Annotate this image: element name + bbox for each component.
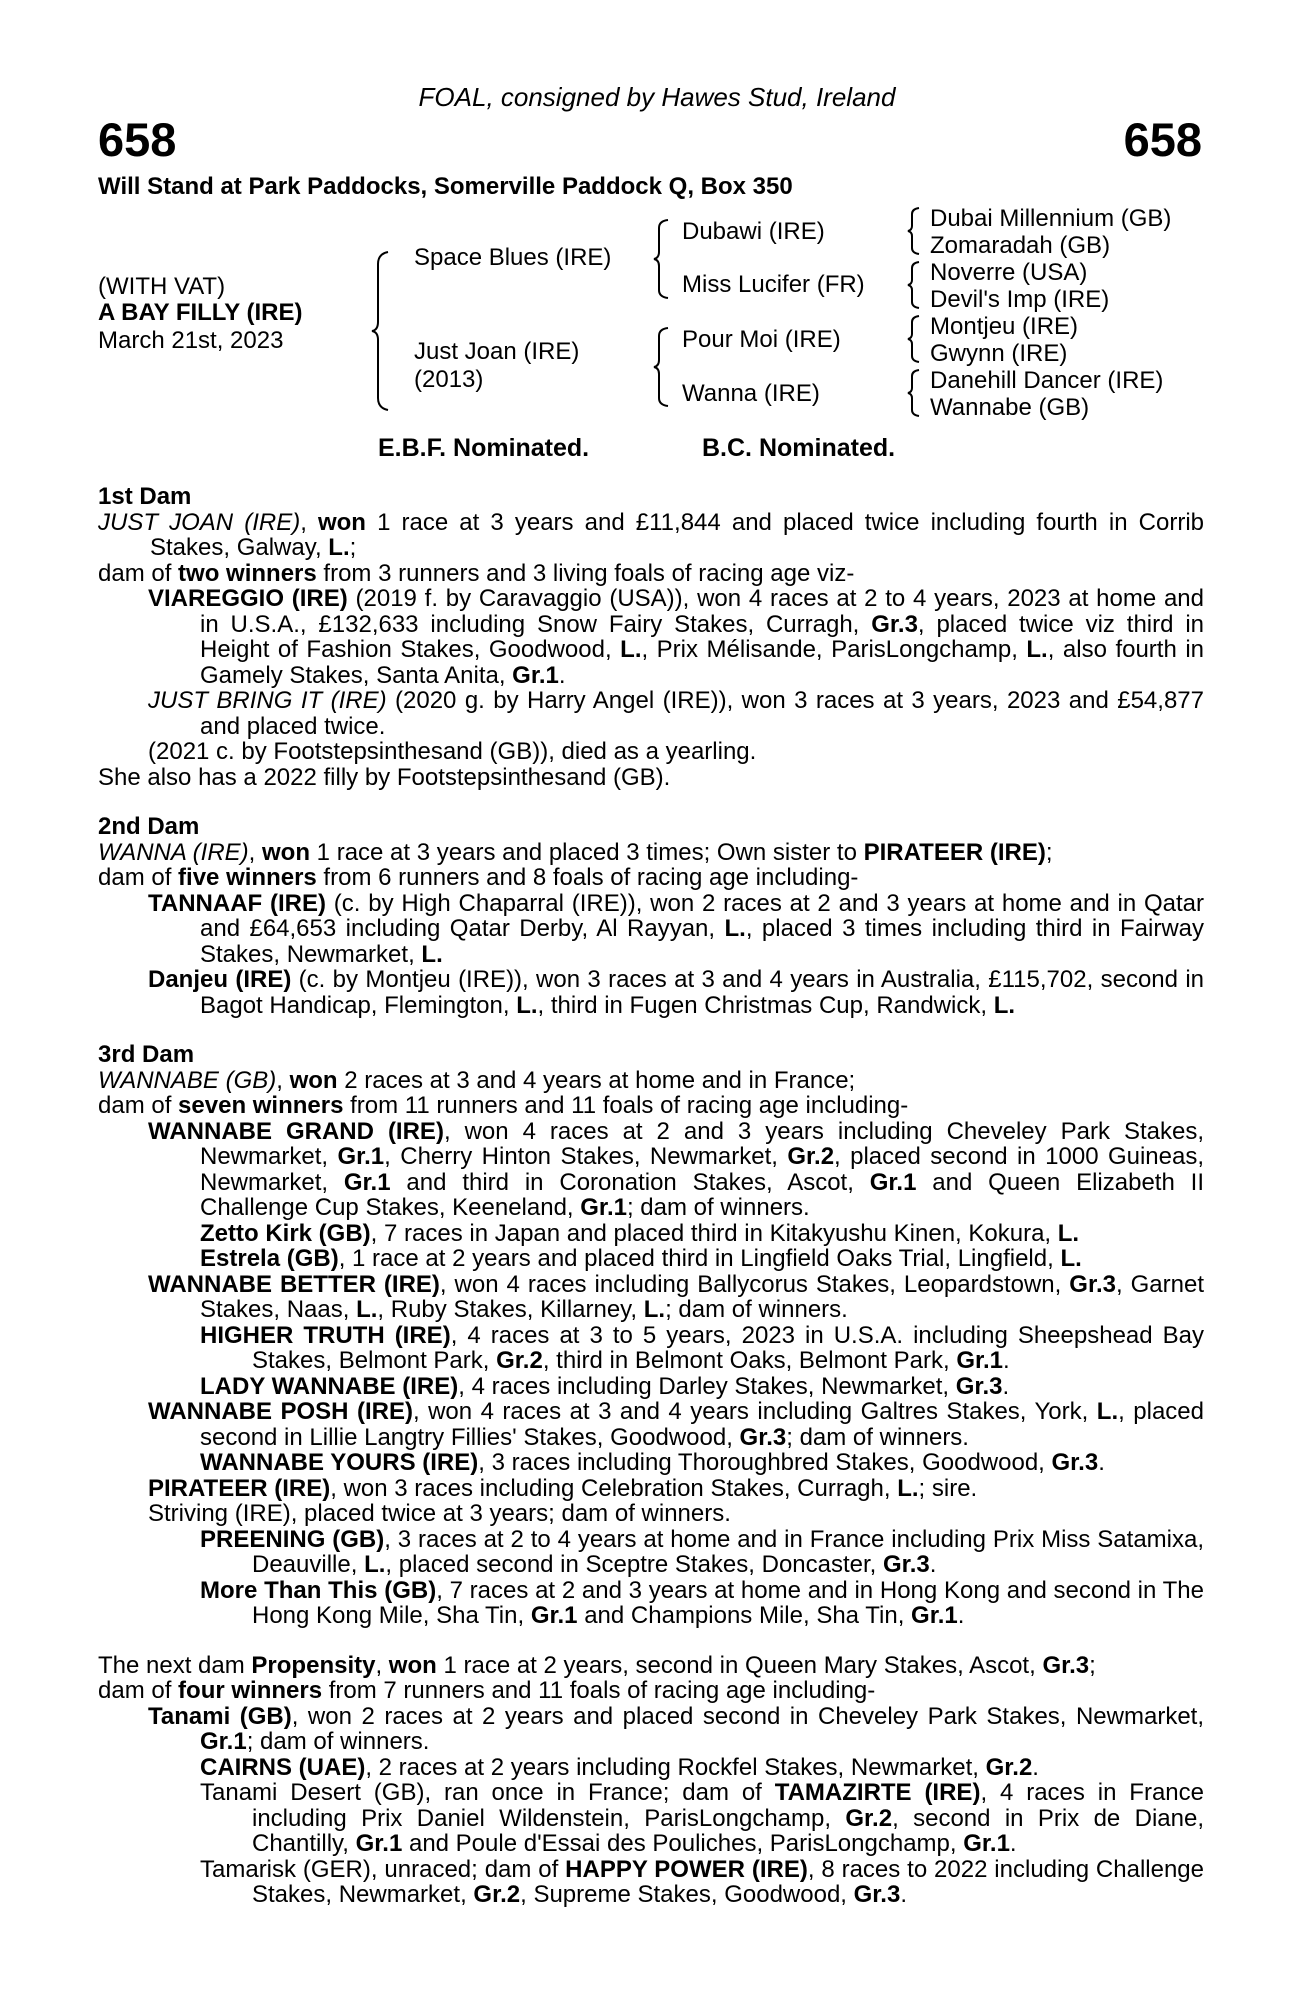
- gen4-ancestor: Wannabe (GB): [930, 394, 1090, 421]
- gen4-ancestor: Zomaradah (GB): [930, 232, 1111, 259]
- produce-wannabe-yours: WANNABE YOURS (IRE), 3 races including Thoroughbred Stakes, Goodwood, Gr.3.: [200, 1449, 1105, 1476]
- dam-sire: Pour Moi (IRE): [682, 326, 841, 353]
- produce-tannaaf: TANNAAF (IRE) (c. by High Chaparral (IRE)), won 2 races at 2 and 3 years at home and in Qatar and £64,653 including Qatar Derby, Al Rayyan, L., placed 3 times including third in Fairway Stakes, Newmarket, L.: [148, 889, 1205, 968]
- produce-wannabe-posh: WANNABE POSH (IRE), won 4 races at 3 and 4 years including Galtres Stakes, York, L., placed second in Lillie Langtry Fillies' Stakes, Goodwood, Gr.3; dam of winners.: [148, 1398, 1204, 1451]
- third-dam-summary: dam of seven winners from 11 runners and 11 foals of racing age including-: [98, 1092, 909, 1119]
- pedigree-brace-g4-2: [906, 260, 922, 310]
- produce-viareggio: VIAREGGIO (IRE) (2019 f. by Caravaggio (USA)), won 4 races at 2 to 4 years, 2023 at home and in U.S.A., £132,633 including Snow Fairy Stakes, Curragh, Gr.3, placed twice viz third in Height of Fashion Stakes, Goodwood, L., Prix Mélisande, ParisLongchamp, L., also fourth in Gamely Stakes, Santa Anita, Gr.1.: [148, 585, 1205, 689]
- gen4-ancestor: Danehill Dancer (IRE): [930, 367, 1164, 394]
- produce-danjeu: Danjeu (IRE) (c. by Montjeu (IRE)), won 3 races at 3 and 4 years in Australia, £115,702, second in Bagot Handicap, Flemington, L., third in Fugen Christmas Cup, Randwick, L.: [148, 966, 1204, 1019]
- lot-number-right: 658: [1123, 113, 1202, 166]
- vat-note: (WITH VAT): [98, 273, 226, 300]
- gen4-ancestor: Noverre (USA): [930, 259, 1088, 286]
- gen4-ancestor: Dubai Millennium (GB): [930, 205, 1172, 232]
- produce-just-bring-it: JUST BRING IT (IRE) (2020 g. by Harry Angel (IRE)), won 3 races at 3 years, 2023 and £54,877 and placed twice.: [148, 687, 1204, 740]
- dam-name: Just Joan (IRE): [414, 338, 580, 365]
- third-dam-entry: WANNABE (GB), won 2 races at 3 and 4 years at home and in France;: [98, 1066, 856, 1094]
- gen4-ancestor: Montjeu (IRE): [930, 313, 1079, 340]
- pedigree-brace-g4-4: [906, 368, 922, 418]
- pedigree-brace-g4-1: [906, 206, 922, 256]
- produce-tanami: Tanami (GB), won 2 races at 2 years and placed second in Cheveley Park Stakes, Newmarket, Gr.1; dam of winners.: [148, 1702, 1204, 1755]
- third-dam-heading: 3rd Dam: [98, 1041, 195, 1068]
- pedigree-brace-dam: [652, 326, 672, 408]
- foaling-date: March 21st, 2023: [98, 327, 284, 354]
- gen4-ancestor: Gwynn (IRE): [930, 340, 1068, 367]
- second-dam-entry: WANNA (IRE), won 1 race at 3 years and placed 3 times; Own sister to PIRATEER (IRE);: [98, 838, 1053, 866]
- next-dam-summary: dam of four winners from 7 runners and 11 foals of racing age including-: [98, 1677, 876, 1704]
- dam-dam: Wanna (IRE): [682, 380, 820, 407]
- sire-sire: Dubawi (IRE): [682, 218, 825, 245]
- produce-zetto-kirk: Zetto Kirk (GB), 7 races in Japan and placed third in Kitakyushu Kinen, Kokura, L.: [200, 1219, 1080, 1247]
- pedigree-table: [0, 0, 1314, 470]
- produce-preening: PREENING (GB), 3 races at 2 to 4 years at home and in France including Prix Miss Satamixa, Deauville, L., placed second in Sceptre Stakes, Doncaster, Gr.3.: [200, 1525, 1205, 1578]
- sire-dam: Miss Lucifer (FR): [682, 271, 865, 298]
- gen4-ancestor: Devil's Imp (IRE): [930, 286, 1110, 313]
- produce-striving: Striving (IRE), placed twice at 3 years; dam of winners.: [148, 1500, 731, 1527]
- produce-2021-colt: (2021 c. by Footstepsinthesand (GB)), died as a yearling.: [148, 738, 757, 765]
- stand-location: Will Stand at Park Paddocks, Somerville Paddock Q, Box 350: [98, 173, 793, 200]
- lot-name: A BAY FILLY (IRE): [98, 299, 303, 326]
- dam-foaled-year: (2013): [414, 366, 484, 393]
- produce-wannabe-better: WANNABE BETTER (IRE), won 4 races including Ballycorus Stakes, Leopardstown, Gr.3, Garnet Stakes, Naas, L., Ruby Stakes, Killarney, L.; dam of winners.: [148, 1270, 1205, 1323]
- pedigree-brace-g4-3: [906, 314, 922, 364]
- produce-higher-truth: HIGHER TRUTH (IRE), 4 races at 3 to 5 years, 2023 in U.S.A. including Sheepshead Bay Stakes, Belmont Park, Gr.2, third in Belmont Oaks, Belmont Park, Gr.1.: [200, 1321, 1204, 1374]
- produce-cairns: CAIRNS (UAE), 2 races at 2 years including Rockfel Stakes, Newmarket, Gr.2.: [200, 1753, 1039, 1781]
- produce-pirateer: PIRATEER (IRE), won 3 races including Celebration Stakes, Curragh, L.; sire.: [148, 1474, 978, 1502]
- sire-name: Space Blues (IRE): [414, 244, 612, 271]
- produce-lady-wannabe: LADY WANNABE (IRE), 4 races including Darley Stakes, Newmarket, Gr.3.: [200, 1372, 1010, 1400]
- next-dam-entry: The next dam Propensity, won 1 race at 2 years, second in Queen Mary Stakes, Ascot, Gr.3;: [98, 1651, 1096, 1679]
- pedigree-brace-sire: [652, 218, 672, 300]
- first-dam-summary: dam of two winners from 3 runners and 3 living foals of racing age viz-: [98, 559, 855, 587]
- produce-tanami-desert: Tanami Desert (GB), ran once in France; dam of TAMAZIRTE (IRE), 4 races in France including Prix Daniel Wildenstein, ParisLongchamp, Gr.2, second in Prix de Diane, Chantilly, Gr.1 and Poule d'Essai des Pouliches, ParisLongchamp, Gr.1.: [200, 1779, 1204, 1857]
- produce-wannabe-grand: WANNABE GRAND (IRE), won 4 races at 2 and 3 years including Cheveley Park Stakes, Newmarket, Gr.1, Cherry Hinton Stakes, Newmarket, Gr.2, placed second in 1000 Guineas, Newmarket, Gr.1 and third in Coronation Stakes, Ascot, Gr.1 and Queen Elizabeth II Challenge Cup Stakes, Keeneland, Gr.1; dam of winners.: [148, 1117, 1205, 1221]
- lot-number-left: 658: [98, 113, 177, 166]
- first-dam-entry: JUST JOAN (IRE), won 1 race at 3 years and £11,844 and placed twice including fourth in Corrib Stakes, Galway, L.;: [98, 508, 1204, 561]
- produce-2022-filly: She also has a 2022 filly by Footstepsinthesand (GB).: [98, 763, 671, 791]
- consignor-line: FOAL, consigned by Hawes Stud, Ireland: [418, 82, 896, 112]
- second-dam-summary: dam of five winners from 6 runners and 8 foals of racing age including-: [98, 864, 859, 891]
- produce-record: [98, 484, 1204, 1908]
- second-dam-heading: 2nd Dam: [98, 813, 200, 840]
- produce-estrela: Estrela (GB), 1 race at 2 years and placed third in Lingfield Oaks Trial, Lingfield, L.: [200, 1245, 1082, 1272]
- produce-more-than-this: More Than This (GB), 7 races at 2 and 3 years at home and in Hong Kong and second in The Hong Kong Mile, Sha Tin, Gr.1 and Champions Mile, Sha Tin, Gr.1.: [200, 1576, 1204, 1629]
- bc-nominated: B.C. Nominated.: [702, 434, 896, 462]
- produce-tamarisk: Tamarisk (GER), unraced; dam of HAPPY POWER (IRE), 8 races to 2022 including Challenge Stakes, Newmarket, Gr.2, Supreme Stakes, Goodwood, Gr.3.: [200, 1855, 1205, 1908]
- pedigree-brace-main: [370, 250, 394, 412]
- first-dam-heading: 1st Dam: [98, 483, 192, 510]
- ebf-nominated: E.B.F. Nominated.: [378, 434, 590, 462]
